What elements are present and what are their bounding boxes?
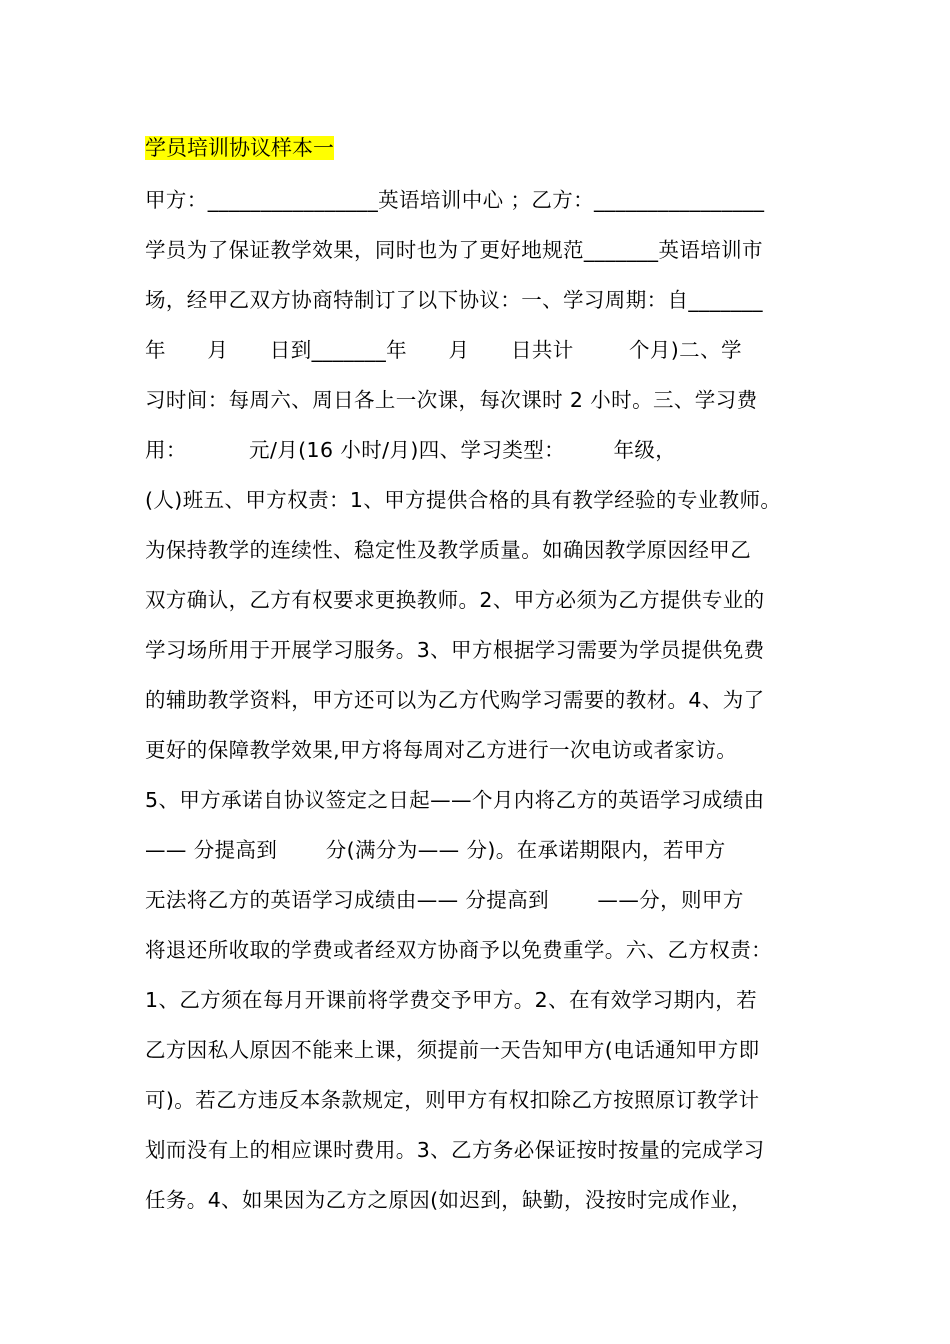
body-line: 学习场所用于开展学习服务。3、甲方根据学习需要为学员提供免费 xyxy=(145,638,765,662)
body-line: 1、乙方须在每月开课前将学费交予甲方。2、在有效学习期内，若 xyxy=(145,988,758,1012)
body-line: 可)。若乙方违反本条款规定，则甲方有权扣除乙方按照原订教学计 xyxy=(145,1088,760,1112)
body-line: 为保持教学的连续性、稳定性及教学质量。如确因教学原因经甲乙 xyxy=(145,538,752,562)
body-line: 场，经甲乙双方协商特制订了以下协议：一、学习周期：自_______ xyxy=(145,288,763,312)
body-line: (人)班五、甲方权责：1、甲方提供合格的具有教学经验的专业教师。 xyxy=(145,488,782,512)
body-line: 的辅助教学资料，甲方还可以为乙方代购学习需要的教材。4、为了 xyxy=(145,688,765,712)
body-line: 无法将乙方的英语学习成绩由—— 分提高到 ——分，则甲方 xyxy=(145,888,744,912)
body-line: —— 分提高到 分(满分为—— 分)。在承诺期限内，若甲方 xyxy=(145,838,726,862)
body-line: 用： 元/月(16 小时/月)四、学习类型： 年级， xyxy=(145,438,677,462)
body-line: 甲方：________________英语培训中心 ；乙方：________________ xyxy=(145,188,765,212)
body-line: 将退还所收取的学费或者经双方协商予以免费重学。六、乙方权责： xyxy=(145,938,772,962)
body-line: 年 月 日到_______年 月 日共计 个月)二、学 xyxy=(145,338,742,362)
title-highlight: 学员培训协议样本一 xyxy=(145,136,334,160)
body-line: 更好的保障教学效果,甲方将每周对乙方进行一次电访或者家访。 xyxy=(145,738,738,762)
body-line: 双方确认，乙方有权要求更换教师。2、甲方必须为乙方提供专业的 xyxy=(145,588,765,612)
body-line: 学员为了保证教学效果，同时也为了更好地规范_______英语培训市 xyxy=(145,238,763,262)
body-line: 任务。4、如果因为乙方之原因(如迟到，缺勤，没按时完成作业， xyxy=(145,1188,753,1212)
body-line: 划而没有上的相应课时费用。3、乙方务必保证按时按量的完成学习 xyxy=(145,1138,765,1162)
body-line: 习时间：每周六、周日各上一次课，每次课时 2 小时。三、学习费 xyxy=(145,388,758,412)
body-line: 5、甲方承诺自协议签定之日起——个月内将乙方的英语学习成绩由 xyxy=(145,788,765,812)
body-line: 乙方因私人原因不能来上课，须提前一天告知甲方(电话通知甲方即 xyxy=(145,1038,760,1062)
document-title xyxy=(145,132,334,164)
